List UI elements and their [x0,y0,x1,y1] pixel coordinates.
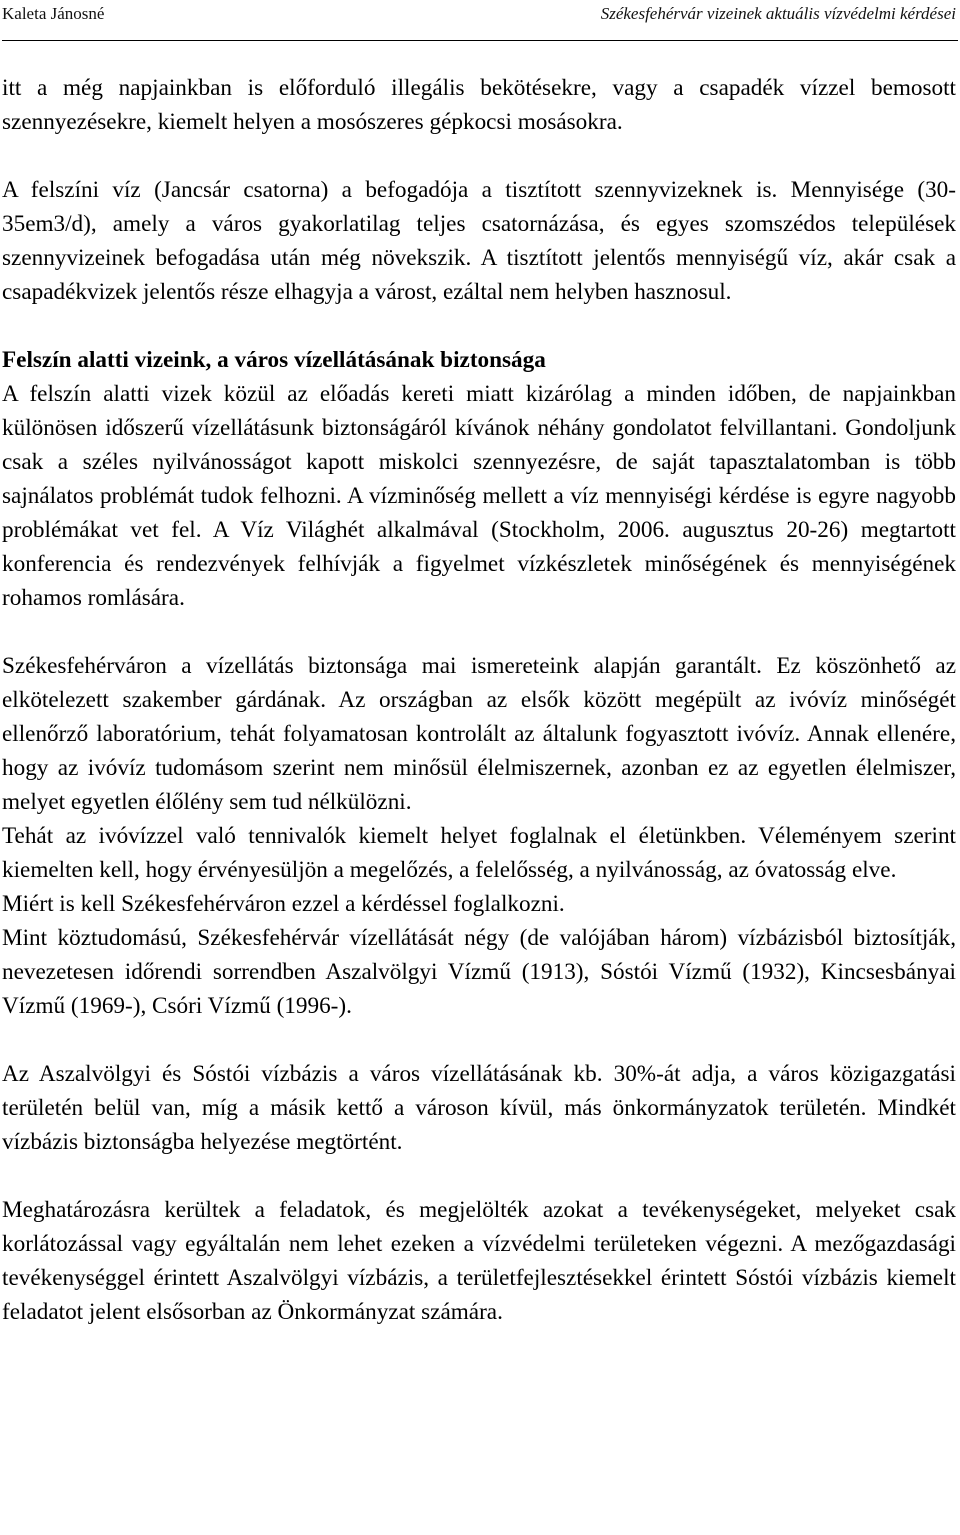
paragraph-gap [2,139,956,173]
paragraph-3: A felszín alatti vizek közül az előadás kereti miatt kizárólag a minden időben, de napjainkban különösen időszerű vízellátásunk biztonságáról kívánok néhány gondolatot felvillantani. Gondoljunk csak a széles nyilvánosságot kapott miskolci szennyezésre, de saját tapasztalatomban is több sajnálatos problémát tudok felhozni. A vízminőség mellett a víz mennyiségi kérdése is egyre nagyobb problémákat vet fel. A Víz Világhét alkalmával (Stockholm, 2006. augusztus 20-26) megtartott konferencia és rendezvények felhívják a figyelmet vízkészletek minőségének és mennyiségének rohamos romlására. [2,381,956,611]
paragraph-2: A felszíni víz (Jancsár csatorna) a befogadója a tisztított szennyvizeknek is. Mennyisége (30-35em3/d), amely a város gyakorlatilag teljes csatornázása, és egyes szomszédos települések szennyvizeinek befogadása után még növekszik. A tisztított jelentős mennyiségű víz, akár csak a csapadékvizek jelentős része elhagyja a várost, ezáltal nem helyben hasznosul. [2,177,956,305]
header-document-title: Székesfehérvár vizeinek aktuális vízvédelmi kérdései [600,4,956,23]
document-body [2,71,956,1329]
paragraph-1: itt a még napjainkban is előforduló illegális bekötésekre, vagy a csapadék vízzel bemosott szennyezésekre, kiemelt helyen a mosószeres gépkocsi mosásokra. [2,75,956,135]
paragraph-gap [2,309,956,343]
paragraph-8: Az Aszalvölgyi és Sóstói vízbázis a város vízellátásának kb. 30%-át adja, a város közigazgatási területén belül van, míg a másik kettő a városon kívül, más önkormányzatok területén. Mindkét vízbázis biztonságba helyezése megtörtént. [2,1061,956,1155]
running-header [2,2,958,28]
paragraph-gap [2,615,956,649]
paragraph-6: Miért is kell Székesfehérváron ezzel a kérdéssel foglalkozni. [2,891,565,917]
paragraph-gap [2,1159,956,1193]
paragraph-5: Tehát az ivóvízzel való tennivalók kiemelt helyet foglalnak el életünkben. Véleményem szerint kiemelten kell, hogy érvényesüljön a megelőzés, a felelősség, a nyilvánosság, az óvatosság elve. [2,823,956,883]
paragraph-7: Mint köztudomású, Székesfehérvár vízellátását négy (de valójában három) vízbázisból biztosítják, nevezetesen időrendi sorrendben Aszalvölgyi Vízmű (1913), Sóstói Vízmű (1932), Kincsesbányai Vízmű (1969-), Csóri Vízmű (1996-). [2,925,956,1019]
header-author: Kaleta Jánosné [2,4,105,23]
section-heading: Felszín alatti vizeink, a város vízellátásának biztonsága [2,347,546,373]
header-rule [2,40,958,41]
paragraph-gap [2,1023,956,1057]
paragraph-4: Székesfehérváron a vízellátás biztonsága mai ismereteink alapján garantált. Ez köszönhető az elkötelezett szakember gárdának. Az országban az elsők között megépült az ivóvíz minőségét ellenőrző laboratórium, tehát folyamatosan kontrolált az általunk fogyasztott ivóvíz. Annak ellenére, hogy az ivóvíz tudomásom szerint nem minősül élelmiszernek, azonban ez az egyetlen élelmiszer, melyet egyetlen élőlény sem tud nélkülözni. [2,653,956,815]
paragraph-9: Meghatározásra kerültek a feladatok, és megjelölték azokat a tevékenységeket, melyeket csak korlátozással vagy egyáltalán nem lehet ezeken a vízvédelmi területeken végezni. A mezőgazdasági tevékenységgel érintett Aszalvölgyi vízbázis, a területfejlesztésekkel érintett Sóstói vízbázis kiemelt feladatot jelent elsősorban az Önkormányzat számára. [2,1197,956,1325]
